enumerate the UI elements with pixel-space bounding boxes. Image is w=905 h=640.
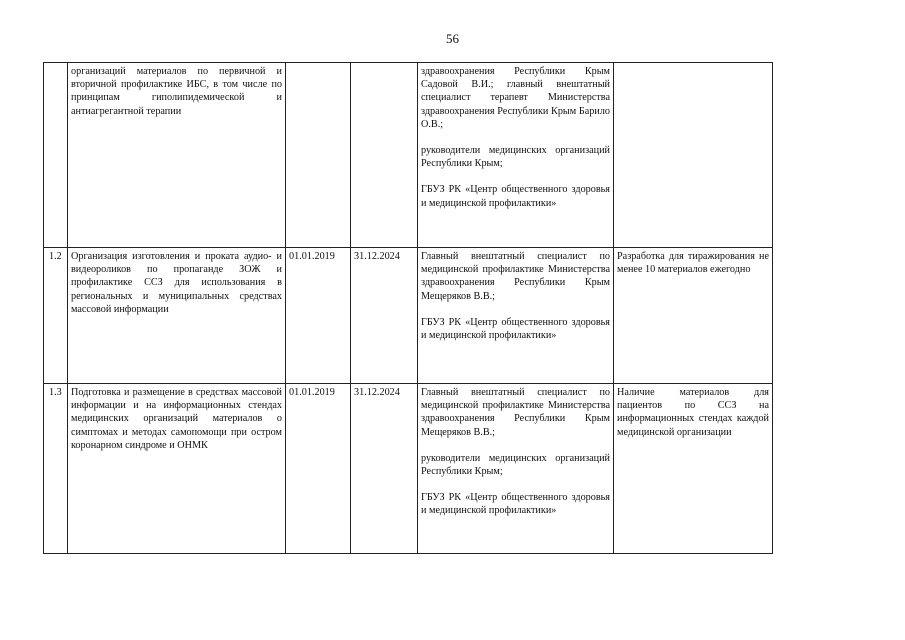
measures-table	[43, 62, 773, 554]
result-cell	[614, 63, 773, 248]
executor-entry: Главный внештатный специалист по медицинской профилактике Министерства здравоохранения Республики Крым Мещеряков В.В.;	[421, 387, 610, 438]
activity-cell: Организация изготовления и проката аудио- и видеороликов по пропаганде ЗОЖ и профилактике ССЗ для использования в региональных и муниципальных средствах массовой информации	[68, 248, 286, 384]
row-number	[44, 63, 68, 248]
executor-entry: руководители медицинских организаций Республики Крым;	[421, 145, 610, 170]
result-cell: Наличие материалов для пациентов по ССЗ на информационных стендах каждой медицинской организации	[614, 384, 773, 554]
executors-cell	[418, 63, 614, 248]
executor-entry: ГБУЗ РК «Центр общественного здоровья и медицинской профилактики»	[421, 316, 610, 342]
activity-cell: организаций материалов по первичной и вторичной профилактике ИБС, в том числе по принципам гиполипидемической и антиагрегантной терапии	[68, 63, 286, 248]
end-date-cell: 31.12.2024	[351, 384, 418, 554]
table-row	[44, 384, 773, 554]
page-number: 56	[446, 31, 459, 46]
start-date-cell	[286, 63, 351, 248]
row-number: 1.2	[44, 248, 68, 384]
start-date-cell: 01.01.2019	[286, 384, 351, 554]
row-number: 1.3	[44, 384, 68, 554]
executor-entry: ГБУЗ РК «Центр общественного здоровья и медицинской профилактики»	[421, 492, 610, 517]
executor-entry: руководители медицинских организаций Республики Крым;	[421, 452, 610, 478]
executors-cell	[418, 248, 614, 384]
activity-cell: Подготовка и размещение в средствах массовой информации и на информационных стендах медицинских организаций материалов о симптомах и методах самопомощи при остром коронарном синдроме и ОНМК	[68, 384, 286, 554]
executors-cell	[418, 384, 614, 554]
end-date-cell	[351, 63, 418, 248]
table-row	[44, 248, 773, 384]
end-date-cell: 31.12.2024	[351, 248, 418, 384]
start-date-cell: 01.01.2019	[286, 248, 351, 384]
executor-entry: Главный внештатный специалист по медицинской профилактике Министерства здравоохранения Республики Крым Мещеряков В.В.;	[421, 251, 610, 302]
table-row	[44, 63, 773, 248]
result-cell: Разработка для тиражирования не менее 10 материалов ежегодно	[614, 248, 773, 384]
executor-entry: ГБУЗ РК «Центр общественного здоровья и медицинской профилактики»	[421, 184, 610, 209]
executor-entry: здравоохранения Республики Крым Садовой В.И.; главный внештатный специалист терапевт Министерства здравоохранения Республики Крым Барило О.В.;	[421, 66, 610, 130]
